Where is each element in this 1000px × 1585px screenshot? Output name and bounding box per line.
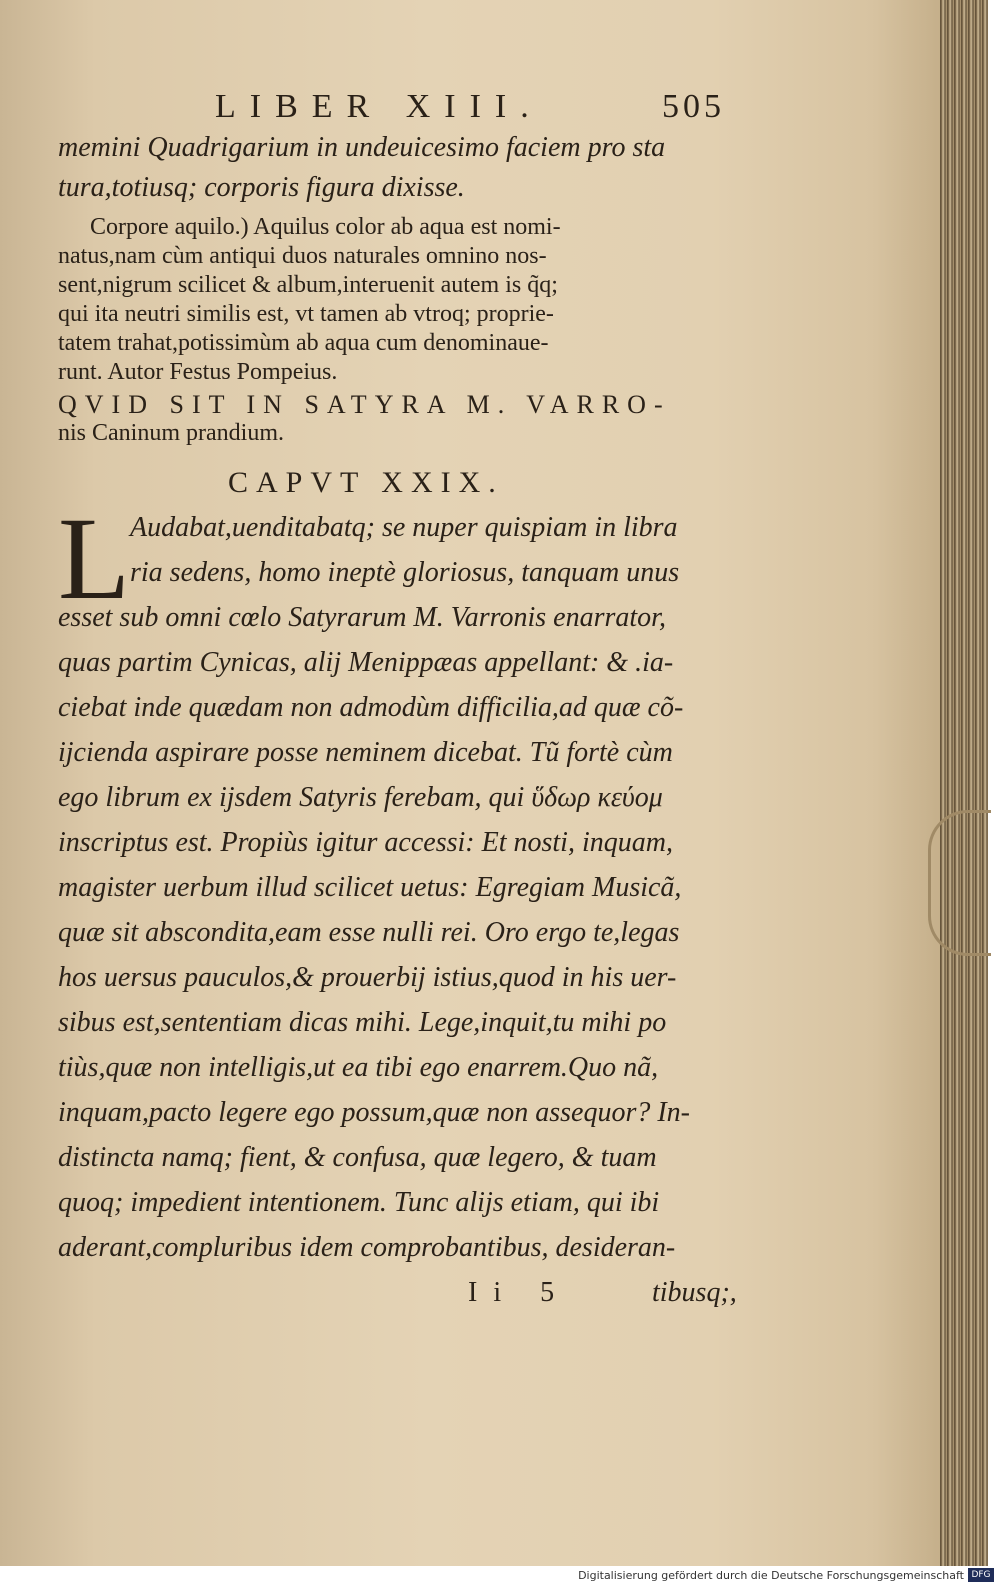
commentary-line: tatem trahat,potissimùm ab aqua cum denominaue- bbox=[58, 330, 549, 356]
clasp-mark bbox=[928, 810, 991, 956]
body-line: ciebat inde quædam non admodùm difficilia,ad quæ cõ- bbox=[58, 692, 684, 723]
body-line: inscriptus est. Propiùs igitur accessi: Et nosti, inquam, bbox=[58, 827, 673, 858]
body-line: quæ sit abscondita,eam esse nulli rei. Oro ergo te,legas bbox=[58, 917, 680, 948]
commentary-line: runt. Autor Festus Pompeius. bbox=[58, 359, 338, 385]
body-line: esset sub omni cœlo Satyrarum M. Varronis enarrator, bbox=[58, 602, 666, 633]
signature-mark: Ii 5 bbox=[468, 1277, 571, 1308]
body-line: inquam,pacto legere ego possum,quæ non assequor? In- bbox=[58, 1097, 691, 1128]
commentary-line: sent,nigrum scilicet & album,interuenit autem is q̃q; bbox=[58, 272, 558, 298]
body-line: tiùs,quæ non intelligis,ut ea tibi ego enarrem.Quo nã, bbox=[58, 1052, 659, 1083]
body-line: magister uerbum illud scilicet uetus: Egregiam Musicã, bbox=[58, 872, 682, 903]
body-line: ijcienda aspirare posse neminem dicebat. Tũ fortè cùm bbox=[58, 737, 673, 768]
body-line: sibus est,sententiam dicas mihi. Lege,inquit,tu mihi po bbox=[58, 1007, 667, 1038]
body-line: quoq; impedient intentionem. Tunc alijs etiam, qui ibi bbox=[58, 1187, 660, 1218]
body-line: ego librum ex ijsdem Satyris ferebam, qui ὕδωρ κεύομ bbox=[58, 782, 663, 813]
body-line: ria sedens, homo ineptè gloriosus, tanquam unus bbox=[130, 557, 680, 588]
text-line: tura,totiusq; corporis figura dixisse. bbox=[58, 172, 465, 203]
commentary-line: natus,nam cùm antiqui duos naturales omnino nos- bbox=[58, 243, 547, 269]
dfg-logo: DFG bbox=[968, 1568, 994, 1582]
drop-cap: L bbox=[58, 493, 131, 624]
chapter-heading-cont: nis Caninum prandium. bbox=[58, 420, 284, 446]
catchword: tibusq;, bbox=[652, 1277, 737, 1308]
chapter-heading: QVID SIT IN SATYRA M. VARRO- bbox=[58, 390, 671, 419]
body-line: Audabat,uenditabatq; se nuper quispiam in libra bbox=[130, 512, 678, 543]
chapter-number: CAPVT XXIX. bbox=[228, 466, 504, 499]
commentary-line: Corpore aquilo.) Aquilus color ab aqua est nomi- bbox=[90, 214, 561, 240]
page-edges bbox=[940, 0, 988, 1566]
body-line: aderant,compluribus idem comprobantibus, desideran- bbox=[58, 1232, 676, 1263]
body-line: quas partim Cynicas, alij Menippæas appellant: & .ia- bbox=[58, 647, 674, 678]
body-line: distincta namq; fient, & confusa, quæ legero, & tuam bbox=[58, 1142, 657, 1173]
footer-credit: Digitalisierung gefördert durch die Deutsche Forschungsgemeinschaft bbox=[578, 1569, 964, 1582]
commentary-line: qui ita neutri similis est, vt tamen ab vtroq; proprie- bbox=[58, 301, 554, 327]
body-line: hos uersus pauculos,& prouerbij istius,quod in his uer- bbox=[58, 962, 677, 993]
page-number: 505 bbox=[662, 88, 725, 125]
text-line: memini Quadrigarium in undeuicesimo faciem pro sta bbox=[58, 132, 666, 163]
running-title: LIBER XIII. bbox=[215, 88, 543, 125]
